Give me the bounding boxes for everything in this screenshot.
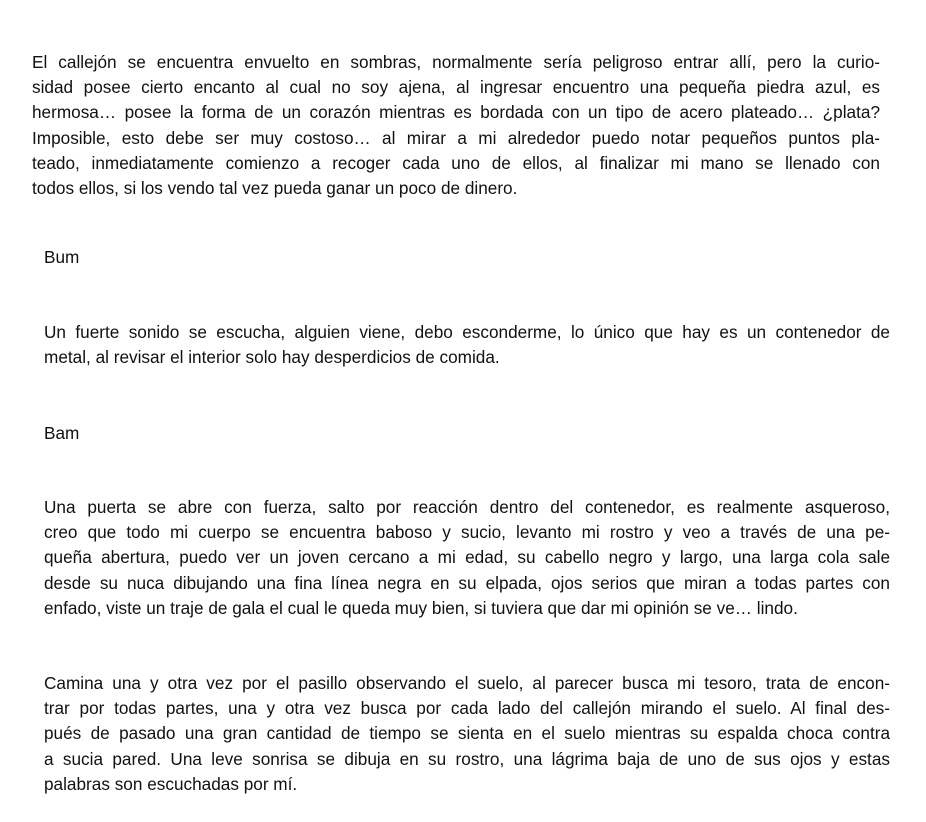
- text-line: enfado, viste un traje de gala el cual le queda muy bien, si tuviera que dar mi opinión se ve… lindo.: [44, 597, 798, 618]
- paragraph-sound-bam: [44, 421, 344, 446]
- text-line: queña abertura, puedo ver un joven cercano a mi edad, su cabello negro y largo, una larga cola sale: [44, 547, 890, 568]
- text-line: Bam: [44, 423, 80, 443]
- text-line: teado, inmediatamente comienzo a recoger cada uno de ellos, al finalizar mi mano se llenado con: [32, 152, 880, 173]
- text-line: Un fuerte sonido se escucha, alguien viene, debo esconderme, lo único que hay es un contenedor de: [44, 322, 890, 342]
- text-line: sidad posee cierto encanto al cual no soy ajena, al ingresar encuentro una pequeña piedra azul, es: [32, 77, 880, 98]
- paragraph-searching: [44, 671, 890, 797]
- text-line: Imposible, esto debe ser muy costoso… al mirar a mi alrededor puedo notar pequeños puntos pla-: [32, 127, 880, 148]
- text-line: todos ellos, si los vendo tal vez pueda ganar un poco de dinero.: [32, 177, 518, 198]
- text-line: a sucia pared. Una leve sonrisa se dibuja en su rostro, una lágrima baja de uno de sus ojos y estas: [44, 748, 890, 769]
- text-line: Una puerta se abre con fuerza, salto por reacción dentro del contenedor, es realmente asqueroso,: [44, 497, 890, 517]
- text-line: creo que todo mi cuerpo se encuentra baboso y sucio, levanto mi rostro y veo a través de una pe-: [44, 522, 890, 543]
- paragraph-young-man: [44, 495, 890, 621]
- text-line: Camina una y otra vez por el pasillo observando el suelo, al parecer busca mi tesoro, trata de encon-: [44, 673, 890, 693]
- paragraph-sound-bum: [44, 245, 344, 270]
- paragraph-alley-description: [32, 50, 880, 201]
- text-line: desde su nuca dibujando una fina línea negra en su elpada, ojos serios que miran a todas partes con: [44, 572, 890, 593]
- text-line: metal, al revisar el interior solo hay desperdicios de comida.: [44, 347, 500, 368]
- text-line: Bum: [44, 247, 80, 267]
- text-line: hermosa… posee la forma de un corazón mientras es bordada con un tipo de acero plateado… ¿plata?: [32, 102, 880, 123]
- text-line: trar por todas partes, una y otra vez busca por cada lado del callejón mirando el suelo. Al final des-: [44, 698, 890, 719]
- paragraph-hiding: [44, 320, 890, 370]
- text-line: pués de pasado una gran cantidad de tiempo se sienta en el suelo mientras su espalda choca contra: [44, 723, 890, 744]
- text-line: palabras son escuchadas por mí.: [44, 773, 298, 794]
- text-line: El callejón se encuentra envuelto en sombras, normalmente sería peligroso entrar allí, pero la curio-: [32, 52, 880, 72]
